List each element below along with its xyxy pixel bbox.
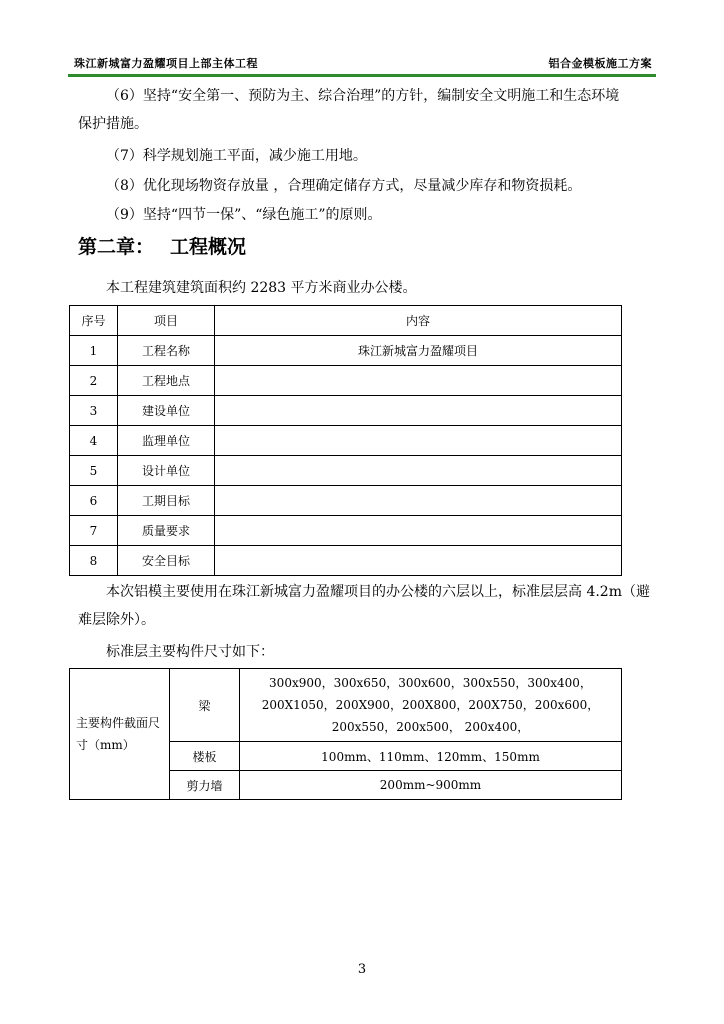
row-content — [215, 366, 622, 396]
row-item: 工期目标 — [118, 486, 215, 516]
row-item: 安全目标 — [118, 546, 215, 576]
paragraph-6-line1: （6）坚持“安全第一、预防为主、综合治理”的方针，编制安全文明施工和生态环境 — [106, 88, 620, 104]
chapter-heading — [78, 232, 262, 259]
beam-sizes-line: 200x550，200x500， 200x400， — [331, 720, 530, 734]
beam-sizes — [240, 669, 622, 742]
table-row — [70, 456, 622, 486]
row-content — [215, 486, 622, 516]
paragraph-9: （9）坚持“四节一保”、“绿色施工”的原则。 — [106, 207, 382, 223]
table-row — [70, 546, 622, 576]
row-no: 1 — [70, 336, 118, 366]
row-content: 珠江新城富力盈耀项目 — [215, 336, 622, 366]
component-size-label: 主要构件截面尺寸（mm） — [70, 669, 170, 800]
page-number: 3 — [357, 962, 367, 977]
beam-sizes-line: 200X1050，200X900，200X800，200X750，200x600， — [261, 698, 600, 712]
table-row — [70, 426, 622, 456]
after-table-line2: 难层除外）。 — [78, 612, 155, 628]
header-cell-content: 内容 — [215, 306, 622, 336]
row-item: 设计单位 — [118, 456, 215, 486]
header-project-title: 珠江新城富力盈耀项目上部主体工程 — [74, 57, 258, 70]
table-row — [70, 396, 622, 426]
after-table-line1: 本次铝模主要使用在珠江新城富力盈耀项目的办公楼的六层以上，标准层层高 4.2m（避 — [106, 584, 650, 600]
table-row — [70, 486, 622, 516]
chapter-title: 工程概况 — [170, 236, 247, 258]
table-row — [70, 366, 622, 396]
beam-row — [70, 669, 622, 742]
after-table-line3: 标准层主要构件尺寸如下： — [106, 644, 274, 660]
row-content — [215, 516, 622, 546]
table-row — [70, 516, 622, 546]
row-content — [215, 456, 622, 486]
table-header-row — [70, 306, 622, 336]
row-item: 工程名称 — [118, 336, 215, 366]
row-content — [215, 546, 622, 576]
row-no: 5 — [70, 456, 118, 486]
intro-paragraph: 本工程建筑建筑面积约 2283 平方米商业办公楼。 — [106, 280, 417, 296]
paragraph-8: （8）优化现场物资存放量 ，合理确定储存方式，尽量减少库存和物资损耗。 — [106, 178, 582, 194]
row-item: 建设单位 — [118, 396, 215, 426]
row-no: 2 — [70, 366, 118, 396]
row-item: 质量要求 — [118, 516, 215, 546]
slab-label: 楼板 — [170, 742, 240, 771]
row-content — [215, 426, 622, 456]
row-item: 监理单位 — [118, 426, 215, 456]
chapter-number: 第二章： — [78, 236, 155, 258]
paragraph-7: （7）科学规划施工平面，减少施工用地。 — [106, 148, 367, 164]
header-cell-item: 项目 — [118, 306, 215, 336]
table-row — [70, 336, 622, 366]
shear-wall-sizes: 200mm~900mm — [240, 771, 622, 800]
component-size-table — [69, 668, 622, 800]
overview-table — [69, 305, 622, 576]
slab-sizes: 100mm、110mm、120mm、150mm — [240, 742, 622, 771]
row-no: 6 — [70, 486, 118, 516]
row-content — [215, 396, 622, 426]
beam-label: 梁 — [170, 669, 240, 742]
row-no: 7 — [70, 516, 118, 546]
row-no: 4 — [70, 426, 118, 456]
row-no: 8 — [70, 546, 118, 576]
header-document-title: 铝合金模板施工方案 — [548, 57, 652, 70]
row-no: 3 — [70, 396, 118, 426]
beam-sizes-line: 300x900，300x650，300x600，300x550，300x400， — [269, 676, 592, 690]
page-header — [68, 55, 656, 71]
header-cell-no: 序号 — [70, 306, 118, 336]
header-divider — [68, 74, 656, 77]
shear-wall-label: 剪力墙 — [170, 771, 240, 800]
row-item: 工程地点 — [118, 366, 215, 396]
paragraph-6-line2: 保护措施。 — [78, 116, 148, 132]
